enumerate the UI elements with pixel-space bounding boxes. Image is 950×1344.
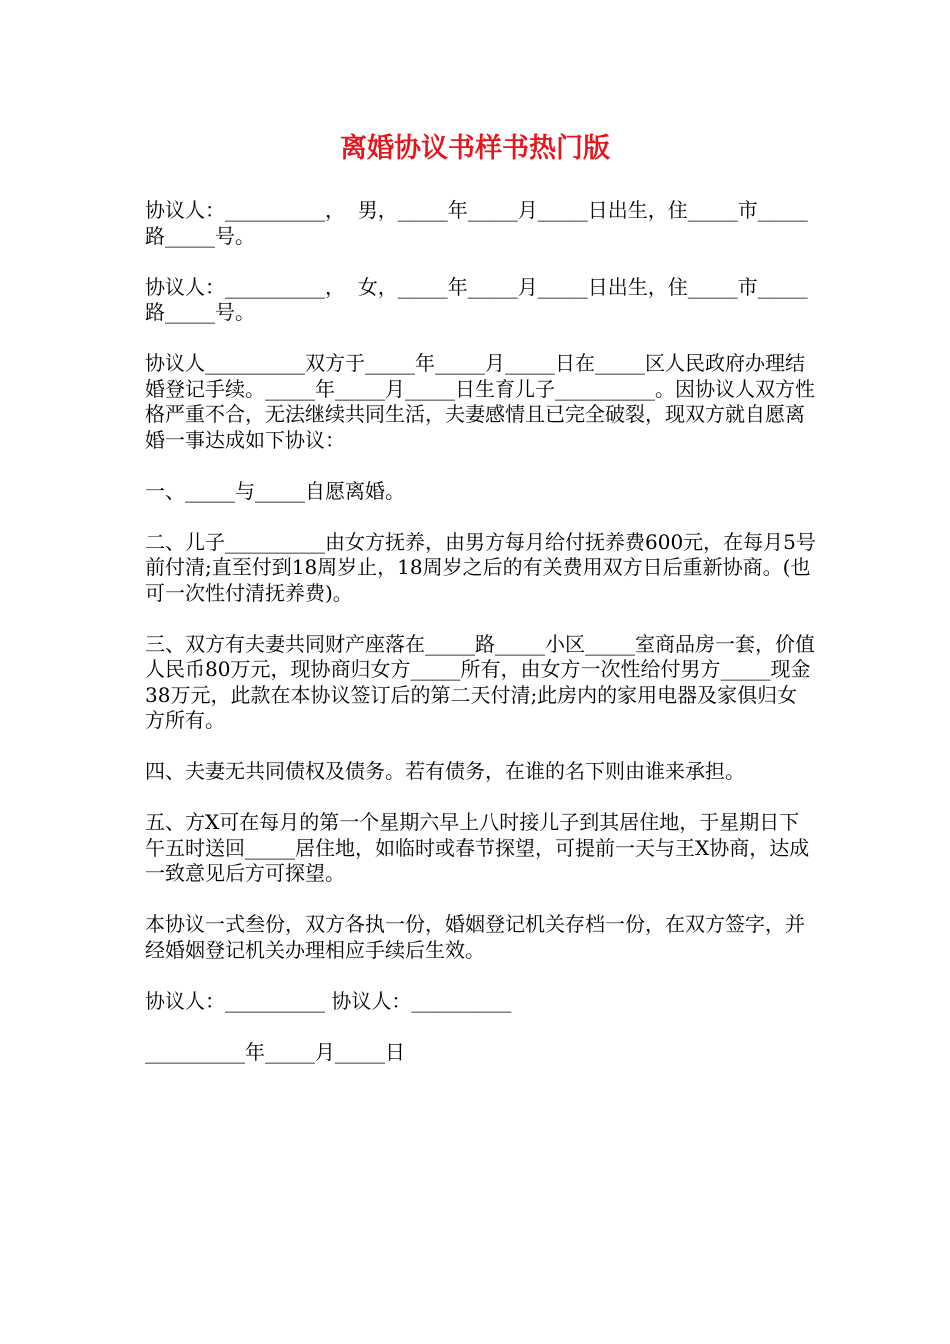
clause-five: 五、方X可在每月的第一个星期六早上八时接儿子到其居住地，于星期日下午五时送回_____居住地，如临时或春节探望，可提前一天与王X协商，达成一致意见后方可探望。	[145, 810, 810, 885]
clause-four: 四、夫妻无共同债权及债务。若有债务，在谁的名下则由谁来承担。	[145, 759, 745, 783]
effectiveness-clause: 本协议一式叁份，双方各执一份，婚姻登记机关存档一份，在双方签字，并经婚姻登记机关办理相应手续后生效。	[145, 912, 805, 962]
clause-one: 一、_____与_____自愿离婚。	[145, 478, 405, 503]
marriage-background: 协议人__________双方于_____年_____月_____日在_____区人民政府办理结婚登记手续。_____年_____月_____日生育儿子__________。因协议人双方性格严重不合，无法继续共同生活，夫妻感情且已完全破裂，现双方就自愿离婚一事达成如下协议：	[145, 351, 815, 452]
document-title: 离婚协议书样书热门版	[340, 133, 610, 164]
party-two-info: 协议人：__________， 女，_____年_____月_____日出生，住_____市_____路_____号。	[145, 274, 808, 324]
date-line: __________年_____月_____日	[145, 1039, 405, 1064]
clause-three: 三、双方有夫妻共同财产座落在_____路_____小区_____室商品房一套，价值人民币80万元，现协商归女方_____所有，由女方一次性给付男方_____现金38万元，此款在本协议签订后的第二天付清;此房内的家用电器及家俱归女方所有。	[145, 631, 815, 732]
clause-two: 二、儿子__________由女方抚养，由男方每月给付抚养费600元，在每月5号前付清;直至付到18周岁止，18周岁之后的有关费用双方日后重新协商。(也可一次性付清抚养费)。	[145, 529, 816, 605]
signature-line: 协议人：__________ 协议人：__________	[145, 988, 512, 1013]
document-body	[145, 198, 817, 1091]
party-one-info: 协议人：__________， 男，_____年_____月_____日出生，住_____市_____路_____号。	[145, 198, 808, 248]
